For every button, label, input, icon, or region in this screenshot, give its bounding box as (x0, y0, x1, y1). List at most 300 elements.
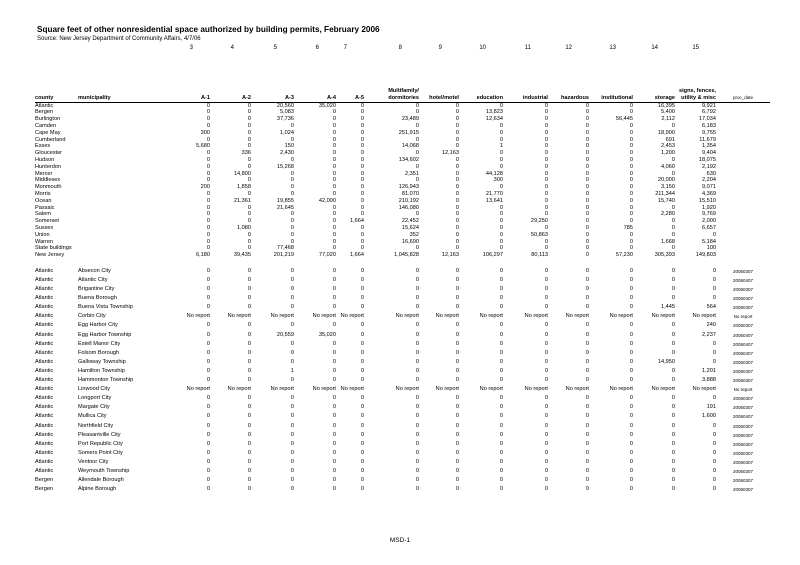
value-cell: 0 (290, 277, 294, 284)
proc-date-cell (716, 198, 770, 205)
value-cell: 0 (455, 116, 459, 123)
value-cell: 0 (415, 304, 419, 311)
value-cell: 0 (585, 122, 589, 129)
value-cell: 0 (206, 404, 210, 411)
value-cell: 0 (499, 122, 503, 129)
value-cell: 56,445 (615, 116, 633, 123)
value-cell: 0 (415, 449, 419, 456)
value-cell: 17,034 (698, 116, 716, 123)
value-cell: 0 (499, 486, 503, 493)
value-cell: 150 (284, 143, 294, 150)
municipality-cell: Margate City (78, 404, 110, 411)
header-row (35, 95, 770, 102)
value-cell: 0 (290, 349, 294, 356)
value-cell: 21,770 (485, 190, 503, 197)
county-cell: Essex (35, 143, 51, 150)
value-cell: 0 (290, 422, 294, 429)
value-cell: 0 (712, 422, 716, 429)
value-cell: 0 (332, 377, 336, 384)
value-cell: 0 (290, 170, 294, 177)
value-cell: 12,163 (441, 150, 459, 157)
value-cell: 0 (544, 238, 548, 245)
value-cell: 630 (706, 170, 716, 177)
value-cell: 0 (332, 122, 336, 129)
value-cell: 1,858 (237, 184, 251, 191)
value-cell: 0 (629, 102, 633, 109)
value-cell: 6,792 (702, 109, 716, 116)
value-cell: 305,393 (654, 252, 675, 259)
county-cell: Ocean (35, 197, 52, 204)
municipality-cell: Ventnor City (78, 458, 109, 465)
municipality-cell: Buena Borough (78, 295, 117, 302)
proc-date-cell (716, 102, 770, 109)
county-cell: Monmouth (35, 184, 62, 191)
value-cell: 0 (206, 109, 210, 116)
value-cell: 0 (290, 190, 294, 197)
value-cell: 0 (629, 170, 633, 177)
value-cell: 0 (247, 136, 251, 143)
value-cell: 0 (499, 422, 503, 429)
value-cell: 0 (455, 377, 459, 384)
value-cell: 0 (544, 136, 548, 143)
value-cell: 0 (585, 218, 589, 225)
county-row (35, 143, 770, 150)
value-cell: 0 (544, 395, 548, 402)
value-cell: 0 (360, 422, 364, 429)
proc-date-cell: 20060407 (732, 278, 754, 284)
municipality-row (35, 458, 770, 467)
value-cell: 0 (671, 431, 675, 438)
county-cell: Atlantic (35, 313, 54, 320)
value-cell: 0 (544, 286, 548, 293)
value-cell: 0 (499, 204, 503, 211)
proc-date-cell: 20060307 (732, 378, 754, 384)
value-cell: 20,000 (657, 177, 675, 184)
value-cell: 0 (360, 431, 364, 438)
value-cell: No report (340, 386, 364, 393)
value-cell: 0 (585, 349, 589, 356)
value-cell: 0 (544, 277, 548, 284)
value-cell: 81,070 (401, 190, 419, 197)
county-cell: State buildings (35, 245, 72, 252)
column-number: 8 (398, 45, 402, 51)
value-cell: 0 (206, 224, 210, 231)
value-cell: 0 (629, 156, 633, 163)
value-cell: No report (340, 313, 364, 320)
value-cell: 210,192 (398, 197, 419, 204)
value-cell: No report (227, 386, 251, 393)
municipality-cell (78, 150, 178, 157)
value-cell: 0 (544, 204, 548, 211)
value-cell: 0 (544, 184, 548, 191)
value-cell: 0 (247, 245, 251, 252)
value-cell: 0 (455, 340, 459, 347)
municipality-row (35, 267, 770, 276)
value-cell: 0 (585, 467, 589, 474)
value-cell: No report (435, 386, 459, 393)
municipality-cell (78, 205, 178, 212)
value-cell: 0 (360, 224, 364, 231)
proc-date-cell (716, 211, 770, 218)
municipality-cell: Hamilton Township (78, 367, 125, 374)
value-cell: 0 (629, 467, 633, 474)
value-cell: 0 (499, 349, 503, 356)
value-cell: 1,664 (350, 252, 364, 259)
county-cell: Atlantic (35, 440, 54, 447)
value-cell: 0 (629, 136, 633, 143)
value-cell: 0 (629, 331, 633, 338)
proc-date-cell: 20060307 (732, 423, 754, 429)
value-cell: 0 (544, 331, 548, 338)
value-cell: 0 (360, 109, 364, 116)
municipality-cell (78, 109, 178, 116)
column-number: 9 (438, 45, 442, 51)
county-cell: Atlantic (35, 458, 54, 465)
value-cell: 0 (629, 231, 633, 238)
column-number: 13 (609, 45, 616, 51)
value-cell: 0 (499, 150, 503, 157)
value-cell: 0 (415, 136, 419, 143)
proc-date-cell (716, 123, 770, 130)
value-cell: 0 (415, 404, 419, 411)
value-cell: 0 (206, 449, 210, 456)
value-cell: 0 (332, 177, 336, 184)
value-cell: 0 (629, 150, 633, 157)
value-cell: 0 (206, 440, 210, 447)
column-header: education (459, 95, 503, 102)
value-cell: 0 (360, 211, 364, 218)
value-cell: 13,641 (485, 197, 503, 204)
value-cell: 0 (360, 377, 364, 384)
proc-date-cell: 20060307 (732, 396, 754, 402)
value-cell: 0 (415, 431, 419, 438)
value-cell: 785 (623, 224, 633, 231)
value-cell: 35,020 (318, 331, 336, 338)
value-cell: 0 (415, 367, 419, 374)
county-cell: Atlantic (35, 286, 54, 293)
municipality-row (35, 358, 770, 367)
municipality-row (35, 367, 770, 376)
value-cell: 0 (360, 163, 364, 170)
column-number: 14 (651, 45, 658, 51)
value-cell: 0 (360, 458, 364, 465)
value-cell: 0 (415, 349, 419, 356)
value-cell: 0 (206, 422, 210, 429)
value-cell: 0 (332, 431, 336, 438)
proc-date-cell: 20060307 (732, 405, 754, 411)
proc-date-cell: 20060307 (732, 268, 754, 274)
value-cell: 0 (499, 477, 503, 484)
value-cell: No report (435, 313, 459, 320)
value-cell: 0 (585, 486, 589, 493)
value-cell: 0 (415, 358, 419, 365)
value-cell: 0 (499, 377, 503, 384)
value-cell: 0 (499, 295, 503, 302)
value-cell: 0 (585, 340, 589, 347)
value-cell: 0 (332, 170, 336, 177)
proc-date-cell (716, 150, 770, 157)
value-cell: 0 (247, 177, 251, 184)
header-row-top (35, 88, 770, 95)
value-cell: 0 (206, 204, 210, 211)
proc-date-cell (716, 252, 770, 259)
value-cell: 0 (360, 349, 364, 356)
value-cell: 1,024 (280, 129, 294, 136)
value-cell: 0 (206, 150, 210, 157)
value-cell: 0 (455, 267, 459, 274)
county-row (35, 130, 770, 137)
proc-date-cell: 20060407 (732, 305, 754, 311)
value-cell: 50,863 (530, 231, 548, 238)
value-cell: 0 (332, 116, 336, 123)
value-cell: 0 (360, 295, 364, 302)
value-cell: 0 (206, 197, 210, 204)
value-cell: 0 (585, 136, 589, 143)
value-cell: 1 (290, 367, 294, 374)
value-cell: 0 (247, 211, 251, 218)
value-cell: 191 (706, 404, 716, 411)
value-cell: 0 (671, 156, 675, 163)
value-cell: 0 (332, 395, 336, 402)
value-cell: 0 (206, 267, 210, 274)
value-cell: 0 (247, 377, 251, 384)
value-cell: 15,740 (657, 197, 675, 204)
value-cell: 1 (499, 143, 503, 150)
value-cell: 0 (206, 286, 210, 293)
value-cell: 0 (585, 322, 589, 329)
value-cell: 0 (499, 467, 503, 474)
value-cell: 0 (360, 449, 364, 456)
value-cell: 0 (332, 458, 336, 465)
value-cell: 0 (544, 458, 548, 465)
municipality-cell: Longport City (78, 395, 112, 402)
county-row (35, 218, 770, 225)
value-cell: 0 (585, 304, 589, 311)
value-cell: 0 (499, 277, 503, 284)
municipality-cell: Estell Manor City (78, 340, 121, 347)
value-cell: 0 (290, 224, 294, 231)
county-row (35, 137, 770, 144)
value-cell: 2,453 (661, 143, 675, 150)
value-cell: 0 (585, 116, 589, 123)
value-cell: 0 (415, 486, 419, 493)
value-cell: 0 (585, 413, 589, 420)
proc-date-cell: 20060307 (732, 468, 754, 474)
value-cell: 0 (206, 245, 210, 252)
value-cell: No report (524, 386, 548, 393)
value-cell: 0 (360, 184, 364, 191)
value-cell: 0 (455, 467, 459, 474)
value-cell: 0 (629, 286, 633, 293)
value-cell: 20,559 (276, 331, 294, 338)
value-cell: 0 (247, 295, 251, 302)
value-cell: 0 (247, 486, 251, 493)
value-cell: 0 (499, 304, 503, 311)
value-cell: 0 (290, 440, 294, 447)
value-cell: 0 (712, 286, 716, 293)
value-cell: 200 (200, 184, 210, 191)
value-cell: No report (186, 386, 210, 393)
value-cell: 0 (585, 252, 589, 259)
value-cell: 0 (499, 458, 503, 465)
county-cell: Hudson (35, 156, 55, 163)
proc-date-cell (716, 225, 770, 232)
municipality-cell: Port Republic City (78, 440, 123, 447)
value-cell: 0 (290, 458, 294, 465)
county-cell: Sussex (35, 224, 54, 231)
value-cell: 0 (332, 224, 336, 231)
value-cell: 12,634 (485, 116, 503, 123)
value-cell: 0 (499, 340, 503, 347)
municipality-row (35, 285, 770, 294)
value-cell: 0 (206, 122, 210, 129)
value-cell: 0 (247, 277, 251, 284)
value-cell: 0 (544, 486, 548, 493)
value-cell: 0 (206, 304, 210, 311)
value-cell: 0 (455, 129, 459, 136)
value-cell: 0 (360, 170, 364, 177)
value-cell: 0 (499, 102, 503, 109)
value-cell: 0 (360, 102, 364, 109)
proc-date-cell (716, 143, 770, 150)
value-cell: 0 (332, 367, 336, 374)
value-cell: 0 (290, 231, 294, 238)
value-cell: 0 (332, 477, 336, 484)
county-cell: Cumberland (35, 136, 66, 143)
municipality-cell (78, 102, 178, 109)
value-cell: 0 (290, 304, 294, 311)
municipality-row (35, 376, 770, 385)
value-cell: 0 (712, 467, 716, 474)
value-cell: 0 (360, 143, 364, 150)
value-cell: 0 (415, 109, 419, 116)
value-cell: 0 (629, 304, 633, 311)
value-cell: 0 (544, 349, 548, 356)
value-cell: 0 (206, 231, 210, 238)
value-cell: 0 (206, 477, 210, 484)
value-cell: 0 (247, 204, 251, 211)
value-cell: 0 (629, 129, 633, 136)
county-cell: Atlantic (35, 277, 54, 284)
municipality-cell: Northfield City (78, 422, 114, 429)
value-cell: 9,921 (702, 102, 716, 109)
value-cell: 0 (247, 458, 251, 465)
value-cell: 0 (290, 449, 294, 456)
value-cell: 0 (629, 458, 633, 465)
county-cell: Atlantic (35, 431, 54, 438)
value-cell: 0 (671, 277, 675, 284)
value-cell: 0 (712, 295, 716, 302)
value-cell: 0 (415, 286, 419, 293)
value-cell: 0 (671, 122, 675, 129)
value-cell: 0 (671, 422, 675, 429)
value-cell: 0 (629, 322, 633, 329)
proc-date-cell (716, 137, 770, 144)
value-cell: 0 (544, 422, 548, 429)
value-cell: 0 (629, 367, 633, 374)
value-cell: 0 (544, 440, 548, 447)
municipality-cell (78, 191, 178, 198)
value-cell: 0 (585, 404, 589, 411)
value-cell: 0 (671, 404, 675, 411)
value-cell: 0 (247, 449, 251, 456)
column-header: hazardous (548, 95, 589, 102)
value-cell: 0 (629, 143, 633, 150)
column-number: 7 (343, 45, 347, 51)
header-multifamily: Multifamily/ (388, 88, 419, 94)
value-cell: 0 (544, 177, 548, 184)
proc-date-cell (716, 218, 770, 225)
value-cell: 0 (206, 377, 210, 384)
county-row (35, 205, 770, 212)
value-cell: 0 (544, 358, 548, 365)
column-header: county (35, 95, 78, 102)
county-cell: Atlantic (35, 322, 54, 329)
proc-date-cell (716, 205, 770, 212)
value-cell: 0 (629, 163, 633, 170)
value-cell: 1,664 (350, 218, 364, 225)
county-cell: Atlantic (35, 377, 54, 384)
value-cell: 0 (544, 116, 548, 123)
value-cell: 134,602 (398, 156, 419, 163)
value-cell: 0 (206, 295, 210, 302)
municipality-cell (78, 184, 178, 191)
value-cell: 0 (455, 204, 459, 211)
municipality-cell: Buena Vista Township (78, 304, 133, 311)
value-cell: 0 (455, 102, 459, 109)
value-cell: 0 (544, 245, 548, 252)
value-cell: 0 (247, 322, 251, 329)
value-cell: 0 (712, 267, 716, 274)
value-cell: 0 (544, 404, 548, 411)
value-cell: 0 (629, 413, 633, 420)
value-cell: 0 (247, 431, 251, 438)
value-cell: 0 (247, 218, 251, 225)
value-cell: 0 (415, 331, 419, 338)
value-cell: 0 (585, 477, 589, 484)
value-cell: 0 (206, 467, 210, 474)
value-cell: 0 (332, 267, 336, 274)
value-cell: 77,468 (276, 245, 294, 252)
municipality-cell (78, 137, 178, 144)
county-cell: Cape May (35, 129, 61, 136)
municipality-cell (78, 211, 178, 218)
value-cell: 0 (455, 190, 459, 197)
value-cell: 0 (455, 245, 459, 252)
value-cell: 2,192 (702, 163, 716, 170)
proc-date-cell: 20060407 (732, 350, 754, 356)
county-cell: Atlantic (35, 449, 54, 456)
municipality-row (35, 303, 770, 312)
value-cell: 0 (455, 367, 459, 374)
value-cell: No report (651, 386, 675, 393)
value-cell: 0 (332, 231, 336, 238)
value-cell: 106,297 (482, 252, 503, 259)
value-cell: 0 (455, 170, 459, 177)
value-cell: 0 (415, 267, 419, 274)
value-cell: 0 (360, 156, 364, 163)
county-row (35, 191, 770, 198)
value-cell: 21,361 (233, 197, 251, 204)
municipality-cell: Brigantine City (78, 286, 115, 293)
value-cell: 0 (629, 190, 633, 197)
value-cell: 564 (706, 304, 716, 311)
value-cell: 0 (332, 449, 336, 456)
value-cell: 0 (499, 218, 503, 225)
value-cell: 44,128 (485, 170, 503, 177)
value-cell: 1,920 (702, 204, 716, 211)
value-cell: 5,680 (196, 143, 210, 150)
